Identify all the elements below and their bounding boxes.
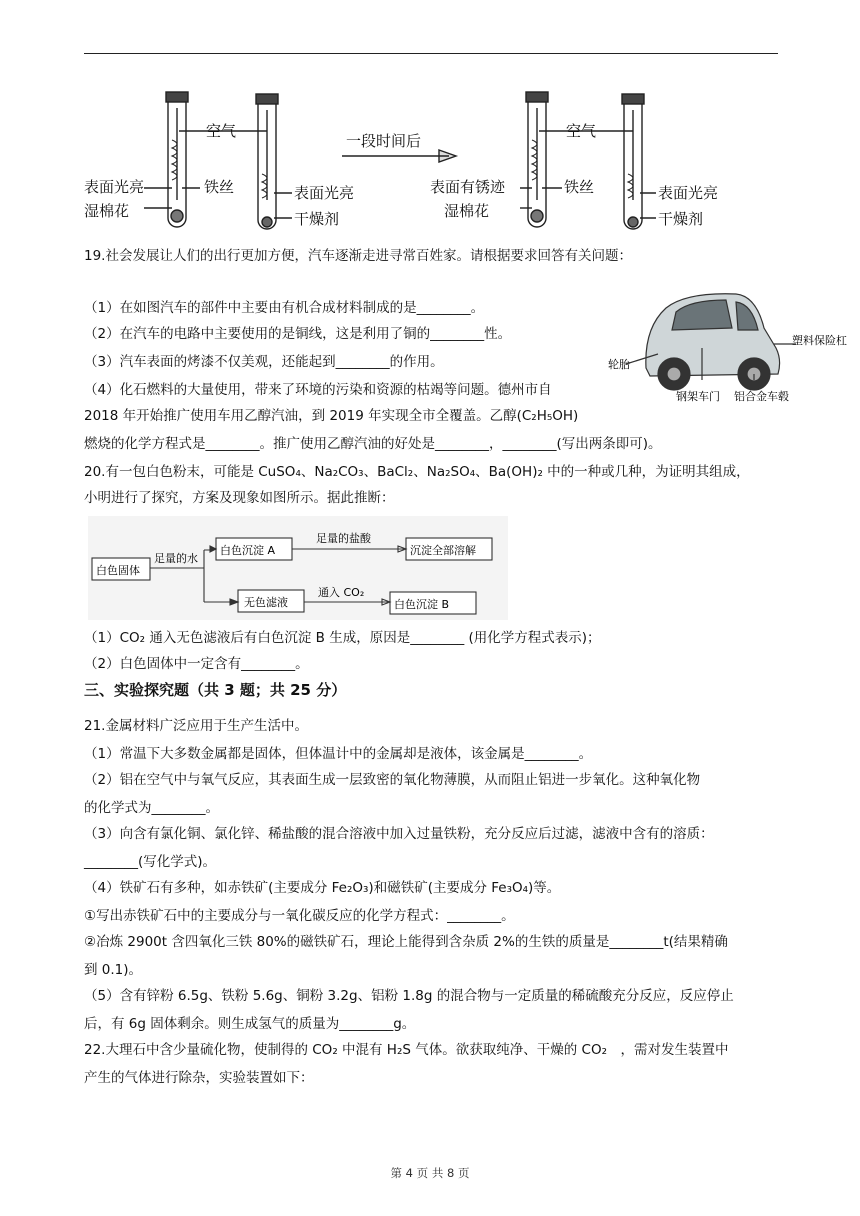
flowchart xyxy=(88,516,508,620)
q19-sub4-line3: 燃烧的化学方程式是________。推广使用乙醇汽油的好处是________，________(写出两条即可)。 xyxy=(84,436,662,452)
label-rust-right: 表面有锈迹 xyxy=(430,178,506,196)
flow-co2: 通入 CO₂ xyxy=(318,586,365,599)
q21-sub5-line2: 后，有 6g 固体剩余。则生成氢气的质量为________g。 xyxy=(84,1016,416,1032)
car-label-bumper: 塑料保险杠 xyxy=(792,334,847,347)
label-shiny2-right: 表面光亮 xyxy=(658,184,719,202)
label-air-right: 空气 xyxy=(566,122,597,140)
q21-sub3-line1: （3）向含有氯化铜、氯化锌、稀盐酸的混合溶液中加入过量铁粉，充分反应后过滤，滤液中含有的溶质： xyxy=(84,826,714,842)
q21-sub2-line1: （2）铝在空气中与氧气反应，其表面生成一层致密的氧化物薄膜，从而阻止铝进一步氧化。这种氧化物 xyxy=(84,772,701,788)
q21-sub4-2-line2: 到 0.1)。 xyxy=(84,962,143,978)
flow-solid: 白色固体 xyxy=(96,564,140,577)
flow-ppt-b: 白色沉淀 B xyxy=(394,598,450,611)
car-label-hub: 铝合金车毂 xyxy=(734,390,789,403)
flow-filtrate: 无色滤液 xyxy=(244,596,288,609)
flow-hcl: 足量的盐酸 xyxy=(316,532,371,545)
flow-dissolve: 沉淀全部溶解 xyxy=(410,544,476,557)
car-figure xyxy=(606,288,858,410)
q20-sub2: （2）白色固体中一定含有________。 xyxy=(84,656,309,672)
q21-stem: 21.金属材料广泛应用于生产生活中。 xyxy=(84,718,308,734)
q21-sub3-line2: ________(写化学式)。 xyxy=(84,854,217,870)
q21-sub2-line2: 的化学式为________。 xyxy=(84,800,219,816)
section3-heading: 三、实验探究题（共 3 题；共 25 分） xyxy=(84,681,347,699)
car-label-tire: 轮胎 xyxy=(608,358,630,371)
q19-sub3: （3）汽车表面的烤漆不仅美观，还能起到________的作用。 xyxy=(84,354,444,370)
label-desiccant-right: 干燥剂 xyxy=(658,210,704,228)
flow-water: 足量的水 xyxy=(154,552,198,565)
flow-ppt-a: 白色沉淀 A xyxy=(220,544,276,557)
q19-sub4-line2: 2018 年开始推广使用车用乙醇汽油，到 2019 年实现全市全覆盖。乙醇(C₂H₅OH) xyxy=(84,408,579,424)
car-label-door: 钢架车门 xyxy=(676,390,720,403)
label-shiny2-left: 表面光亮 xyxy=(294,184,355,202)
label-shiny-left: 表面光亮 xyxy=(84,178,145,196)
label-cotton-left: 湿棉花 xyxy=(84,202,130,220)
header-rule xyxy=(84,53,778,54)
arrow-label: 一段时间后 xyxy=(346,132,422,150)
label-cotton-right: 湿棉花 xyxy=(444,202,490,220)
q22-line1: 22.大理石中含少量硫化物，使制得的 CO₂ 中混有 H₂S 气体。欲获取纯净、干燥的 CO₂ ，需对发生装置中 xyxy=(84,1042,729,1058)
q21-sub5-line1: （5）含有锌粉 6.5g、铁粉 5.6g、铜粉 3.2g、铝粉 1.8g 的混合物与一定质量的稀硫酸充分反应，反应停止 xyxy=(84,988,734,1004)
q19-stem: 19.社会发展让人们的出行更加方便，汽车逐渐走进寻常百姓家。请根据要求回答有关问题： xyxy=(84,248,632,264)
label-air-left: 空气 xyxy=(206,122,237,140)
q20-stem-line2: 小明进行了探究，方案及现象如图所示。据此推断： xyxy=(84,490,395,506)
label-wire-right: 铁丝 xyxy=(564,178,595,196)
q22-line2: 产生的气体进行除杂，实验装置如下： xyxy=(84,1070,314,1086)
q19-sub4-line1: （4）化石燃料的大量使用，带来了环境的污染和资源的枯竭等问题。德州市自 xyxy=(84,382,552,398)
q20-sub1: （1）CO₂ 通入无色滤液后有白色沉淀 B 生成，原因是________ (用化学方程式表示)； xyxy=(84,630,601,646)
q19-sub2: （2）在汽车的电路中主要使用的是铜线，这是利用了铜的________性。 xyxy=(84,326,512,342)
q21-sub4: （4）铁矿石有多种，如赤铁矿(主要成分 Fe₂O₃)和磁铁矿(主要成分 Fe₃O₄)等。 xyxy=(84,880,561,896)
q19-sub1: （1）在如图汽车的部件中主要由有机合成材料制成的是________。 xyxy=(84,300,485,316)
q21-sub1: （1）常温下大多数金属都是固体，但体温计中的金属却是液体，该金属是________。 xyxy=(84,746,593,762)
test-tube-figure xyxy=(84,88,744,238)
page-footer: 第 4 页 共 8 页 xyxy=(390,1166,470,1180)
q21-sub4-1: ①写出赤铁矿石中的主要成分与一氧化碳反应的化学方程式：________。 xyxy=(84,908,515,924)
label-wire-left: 铁丝 xyxy=(204,178,235,196)
label-desiccant-left: 干燥剂 xyxy=(294,210,340,228)
q21-sub4-2-line1: ②冶炼 2900t 含四氧化三铁 80%的磁铁矿石，理论上能得到含杂质 2%的生铁的质量是________t(结果精确 xyxy=(84,934,728,950)
q20-stem-line1: 20.有一包白色粉末，可能是 CuSO₄、Na₂CO₃、BaCl₂、Na₂SO₄、Ba(OH)₂ 中的一种或几种，为证明其组成， xyxy=(84,464,750,480)
